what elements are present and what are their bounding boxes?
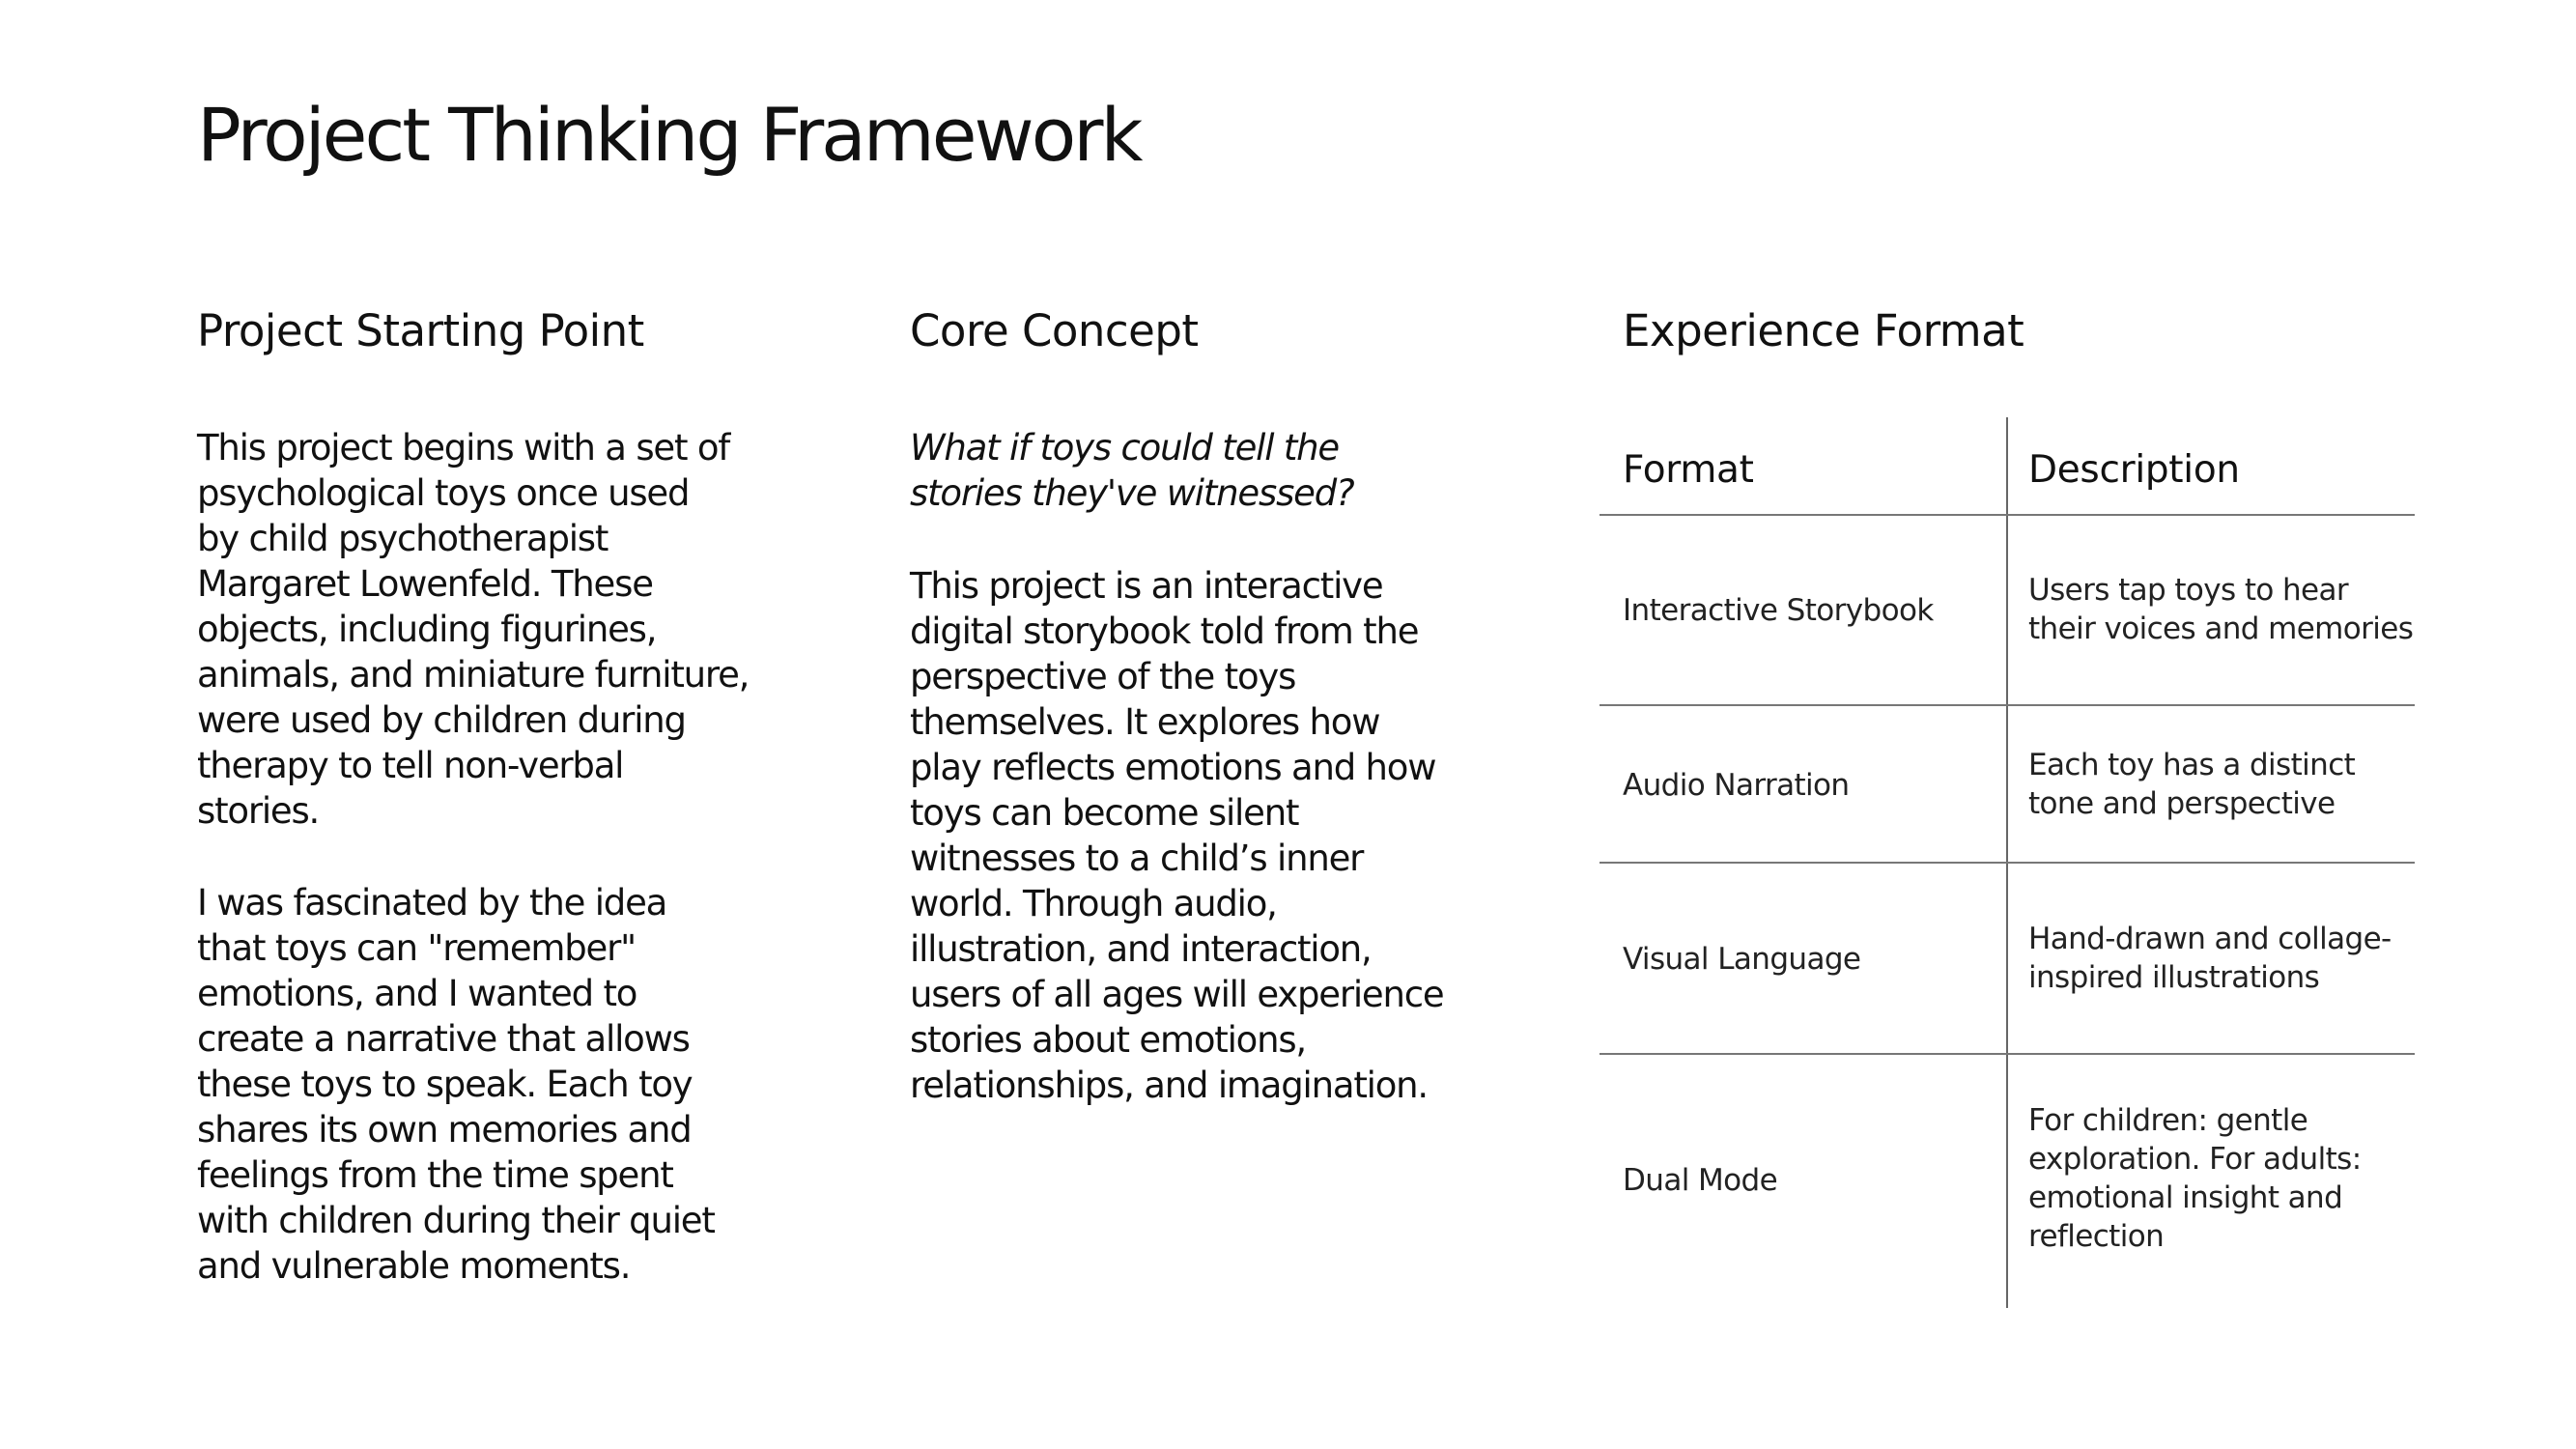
table-row-divider	[1599, 1053, 2415, 1055]
table-row-divider	[1599, 862, 2415, 864]
starting-point-paragraph: I was fascinated by the idea that toys can "remember" emotions, and I wanted to create a narrative that allows these toys to speak. Each toy shares its own memories and feelings from the time spent with children during their quiet and vulnerable moments.	[197, 882, 715, 1287]
core-concept-question: What if toys could tell the stories they've witnessed?	[910, 427, 1354, 514]
table-cell-format: Visual Language	[1623, 942, 1861, 977]
table-cell-format: Interactive Storybook	[1623, 593, 1934, 628]
starting-point-paragraph: This project begins with a set of psychological toys once used by child psychotherapist Margaret Lowenfeld. These objects, including figurines, animals, and miniature furniture, were used by children during therapy to tell non-verbal stories.	[197, 427, 750, 832]
section-heading-starting-point: Project Starting Point	[197, 305, 644, 356]
table-cell-format: Audio Narration	[1623, 768, 1850, 803]
experience-format-table	[1599, 417, 2415, 1308]
table-row-divider	[1599, 704, 2415, 706]
table-cell-description: Users tap toys to hear their voices and memories	[2028, 573, 2414, 646]
table-header-description: Description	[2028, 448, 2240, 492]
page-title: Project Thinking Framework	[197, 92, 1141, 178]
section-heading-core-concept: Core Concept	[910, 305, 1199, 356]
table-row-divider	[1599, 514, 2415, 516]
table-header-format: Format	[1623, 448, 1754, 492]
table-cell-description: For children: gentle exploration. For adults: emotional insight and reflection	[2028, 1103, 2362, 1254]
table-cell-description: Hand-drawn and collage- inspired illustrations	[2028, 922, 2392, 995]
section-heading-experience-format: Experience Format	[1623, 305, 2024, 356]
core-concept-paragraph: This project is an interactive digital storybook told from the perspective of the toys themselves. It explores how play reflects emotions and how toys can become silent witnesses to a child’s inner world. Through audio, illustration, and interaction, users of all ages will experience stories about emotions, relationships, and imagination.	[910, 565, 1444, 1106]
table-cell-description: Each toy has a distinct tone and perspective	[2028, 748, 2356, 821]
table-cell-format: Dual Mode	[1623, 1163, 1778, 1198]
